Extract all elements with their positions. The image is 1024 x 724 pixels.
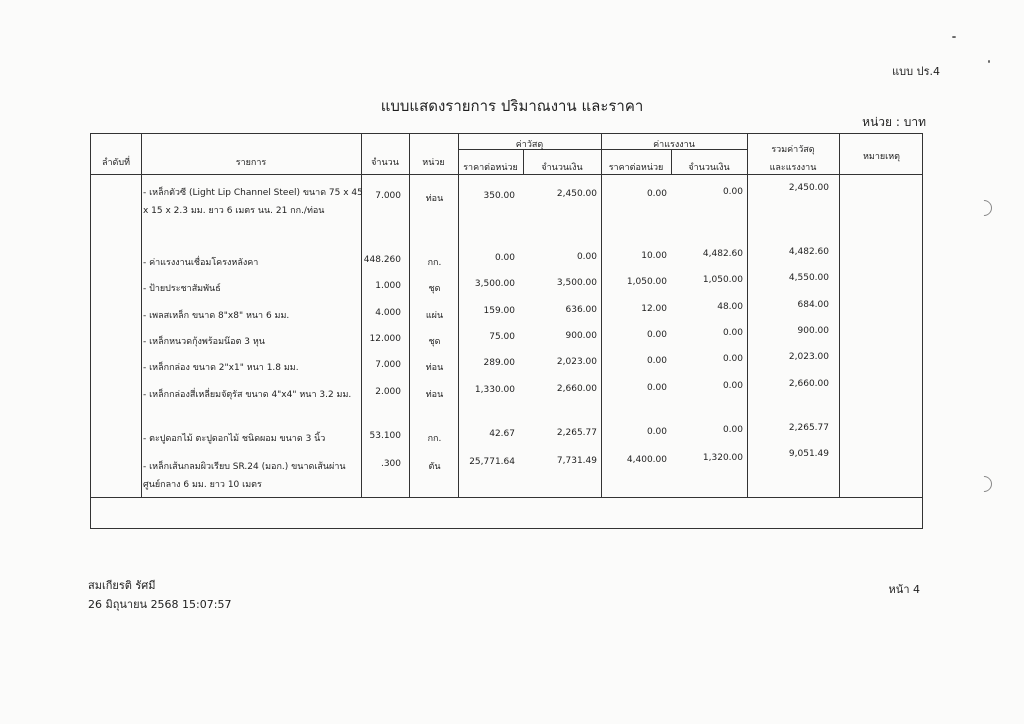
row-labor-unit-price: 0.00 (646, 189, 667, 199)
row-labor-unit-price: 12.00 (641, 304, 667, 314)
col-header-total-sub: และแรงงาน (769, 163, 817, 173)
row-total: 4,550.00 (788, 273, 829, 283)
row-material-amount: 2,023.00 (556, 357, 597, 367)
row-labor-unit-price: 0.00 (646, 383, 667, 393)
row-material-amount: 636.00 (565, 305, 597, 315)
row-unit: ท่อน (425, 363, 444, 373)
row-labor-amount: 0.00 (722, 354, 743, 364)
row-material-unit-price: 25,771.64 (469, 457, 515, 467)
row-qty: 12.000 (369, 334, 401, 344)
row-qty: 7.000 (375, 191, 401, 201)
row-labor-amount: 1,320.00 (702, 453, 743, 463)
row-total: 2,450.00 (788, 183, 829, 193)
row-qty: .300 (380, 459, 401, 469)
punch-hole-mark (973, 197, 996, 220)
row-material-unit-price: 159.00 (483, 306, 515, 316)
row-labor-amount: 0.00 (722, 328, 743, 338)
row-labor-unit-price: 4,400.00 (626, 455, 667, 465)
col-header-labor-unit-price: ราคาต่อหน่วย (608, 163, 664, 173)
row-total: 2,023.00 (788, 352, 829, 362)
row-unit: แผ่น (425, 311, 444, 321)
form-code: แบบ ปร.4 (892, 65, 940, 78)
table-row-description: - เหล็กตัวซี (Light Lip Channel Steel) ขนาด 75 x 45 x 15 x 2.3 มม. ยาว 6 เมตร นน. 21 กก./ท่อน (143, 188, 363, 216)
row-material-amount: 0.00 (576, 252, 597, 262)
row-labor-unit-price: 1,050.00 (626, 277, 667, 287)
row-labor-amount: 0.00 (722, 381, 743, 391)
table-row-description: - ค่าแรงงานเชื่อมโครงหลังคา (143, 258, 259, 268)
row-labor-amount: 1,050.00 (702, 275, 743, 285)
document-title: แบบแสดงรายการ ปริมาณงาน และราคา (380, 97, 644, 115)
row-unit: กก. (427, 434, 442, 444)
table-row-description: - เหล็กหนวดกุ้งพร้อมน๊อต 3 หุน (143, 337, 265, 347)
row-unit: ท่อน (425, 194, 444, 204)
col-header-total: รวมค่าวัสดุ (771, 145, 815, 155)
row-material-amount: 3,500.00 (556, 278, 597, 288)
col-header-material: ค่าวัสดุ (515, 140, 544, 150)
row-qty: 53.100 (369, 431, 401, 441)
row-labor-unit-price: 0.00 (646, 330, 667, 340)
row-unit: ท่อน (425, 390, 444, 400)
preparer-name: สมเกียรติ รัศมี (88, 579, 156, 592)
col-header-material-amount: จำนวนเงิน (541, 163, 583, 173)
row-qty: 7.000 (375, 360, 401, 370)
row-total: 684.00 (797, 300, 829, 310)
table-row-description: - ป้ายประชาสัมพันธ์ (143, 284, 221, 294)
table-row-description: - เหล็กเส้นกลมผิวเรียบ SR.24 (มอก.) ขนาดเส้นผ่านศูนย์กลาง 6 มม. ยาว 10 เมตร (143, 462, 346, 490)
row-labor-unit-price: 10.00 (641, 251, 667, 261)
row-total: 900.00 (797, 326, 829, 336)
row-material-unit-price: 350.00 (483, 191, 515, 201)
row-labor-unit-price: 0.00 (646, 427, 667, 437)
row-material-unit-price: 1,330.00 (474, 385, 515, 395)
table-row-description: - ตะปูดอกไม้ ตะปูดอกไม้ ชนิดผอม ขนาด 3 นิ้ว (143, 434, 326, 444)
row-material-amount: 2,660.00 (556, 384, 597, 394)
col-header-seq: ลำดับที่ (101, 158, 131, 168)
col-header-labor-amount: จำนวนเงิน (688, 163, 730, 173)
row-qty: 448.260 (363, 255, 401, 265)
page-number: หน้า 4 (888, 583, 920, 596)
row-qty: 2.000 (375, 387, 401, 397)
row-material-amount: 2,265.77 (556, 428, 597, 438)
quantity-price-table (90, 133, 923, 529)
row-total: 2,660.00 (788, 379, 829, 389)
row-total: 9,051.49 (788, 449, 829, 459)
row-total: 4,482.60 (788, 247, 829, 257)
punch-hole-mark (973, 473, 996, 496)
row-unit: กก. (427, 258, 442, 268)
row-material-unit-price: 0.00 (494, 253, 515, 263)
scan-speck (952, 36, 956, 38)
col-header-material-unit-price: ราคาต่อหน่วย (463, 163, 518, 173)
row-unit: ชุด (428, 337, 441, 347)
row-material-amount: 2,450.00 (556, 189, 597, 199)
row-labor-unit-price: 0.00 (646, 356, 667, 366)
scan-speck (988, 60, 990, 63)
col-header-remark: หมายเหตุ (862, 152, 901, 162)
print-timestamp: 26 มิถุนายน 2568 15:07:57 (88, 598, 232, 611)
row-unit: ชุด (428, 284, 441, 294)
row-labor-amount: 48.00 (717, 302, 743, 312)
row-total: 2,265.77 (788, 423, 829, 433)
table-row-description: - เหล็กกล่อง ขนาด 2"x1" หนา 1.8 มม. (143, 363, 299, 373)
row-material-unit-price: 3,500.00 (474, 279, 515, 289)
row-unit: ตัน (428, 462, 441, 472)
row-qty: 1.000 (375, 281, 401, 291)
row-material-unit-price: 75.00 (489, 332, 515, 342)
row-labor-amount: 0.00 (722, 187, 743, 197)
currency-unit-label: หน่วย : บาท (862, 115, 926, 129)
row-material-unit-price: 289.00 (483, 358, 515, 368)
row-labor-amount: 0.00 (722, 425, 743, 435)
row-material-amount: 7,731.49 (556, 456, 597, 466)
col-header-qty: จำนวน (371, 158, 399, 168)
col-header-labor: ค่าแรงงาน (653, 140, 695, 150)
row-material-amount: 900.00 (565, 331, 597, 341)
row-labor-amount: 4,482.60 (702, 249, 743, 259)
col-header-item: รายการ (235, 158, 267, 168)
row-qty: 4.000 (375, 308, 401, 318)
col-header-unit: หน่วย (422, 158, 445, 168)
table-row-description: - เหล็กกล่องสี่เหลี่ยมจัตุรัส ขนาด 4"x4" หนา 3.2 มม. (143, 390, 352, 400)
row-material-unit-price: 42.67 (489, 429, 515, 439)
table-row-description: - เพลสเหล็ก ขนาด 8"x8" หนา 6 มม. (143, 311, 290, 321)
